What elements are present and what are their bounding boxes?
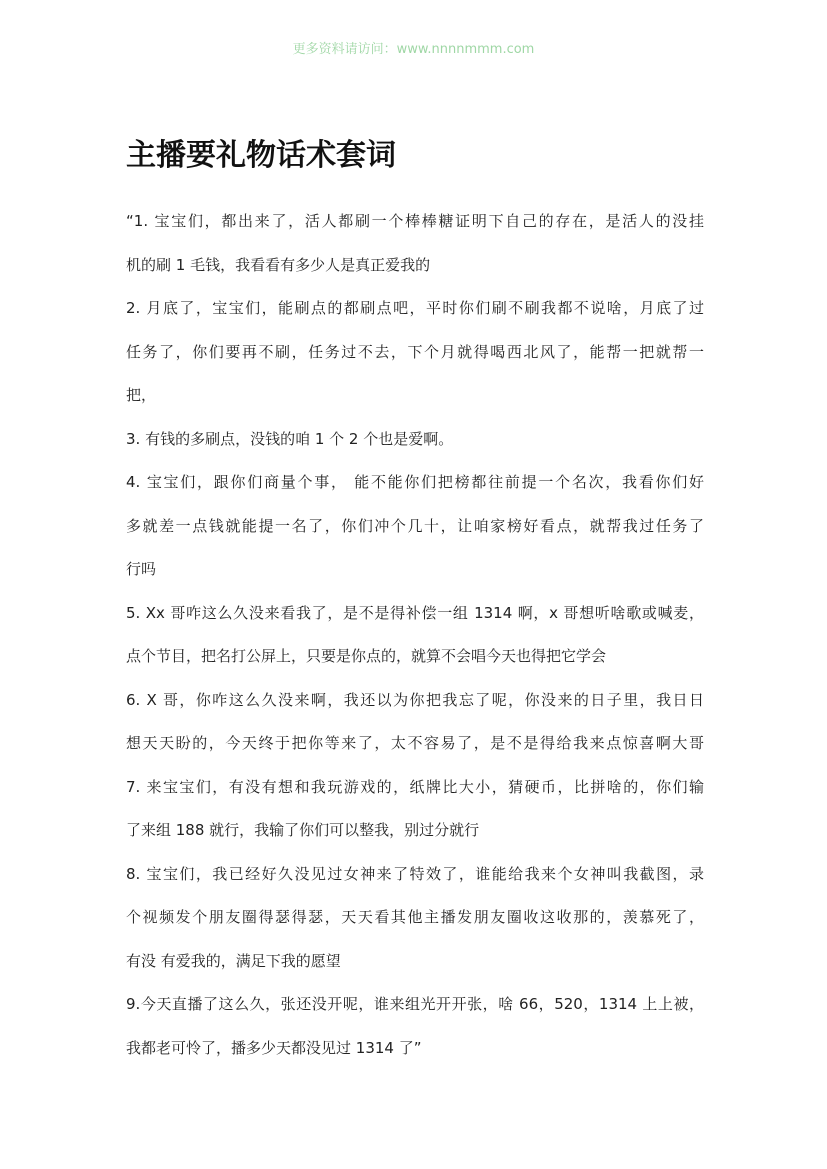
body-line: 行吗 xyxy=(126,560,157,578)
body-line: 了来组 188 就行，我输了你们可以整我，别过分就行 xyxy=(126,821,480,839)
body-line: 机的刷 1 毛钱，我看看有多少人是真正爱我的 xyxy=(126,255,431,274)
body-line: 2. 月底了，宝宝们，能刷点的都刷点吧，平时你们刷不刷我都不说啥，月底了过 xyxy=(126,299,704,317)
body-line: 6. X 哥，你咋这么久没来啊，我还以为你把我忘了呢，你没来的日子里，我日日 xyxy=(126,690,704,709)
body-line: 7. 来宝宝们，有没有想和我玩游戏的，纸牌比大小，猜硬币，比拼啥的，你们输 xyxy=(126,777,704,796)
body-line: 我都老可怜了，播多少天都没见过 1314 了” xyxy=(126,1038,422,1057)
body-line: “1. 宝宝们，都出来了，活人都刷一个棒棒糖证明下自己的存在，是活人的没挂 xyxy=(126,212,704,230)
body-line: 5. Xx 哥咋这么久没来看我了，是不是得补偿一组 1314 啊，x 哥想听啥歌或喊麦， xyxy=(126,603,704,622)
document-body xyxy=(126,200,704,1070)
body-line: 4. 宝宝们，跟你们商量个事， 能不能你们把榜都往前提一个名次，我看你们好 xyxy=(126,473,704,491)
body-line: 8. 宝宝们，我已经好久没见过女神来了特效了，谁能给我来个女神叫我截图，录 xyxy=(126,864,704,883)
body-line: 任务了，你们要再不刷，任务过不去，下个月就得喝西北风了，能帮一把就帮一 xyxy=(126,342,704,361)
document-title: 主播要礼物话术套词 xyxy=(126,138,396,173)
body-line: 9.今天直播了这么久，张还没开呢，谁来组光开开张，啥 66，520，1314 上上被， xyxy=(126,995,704,1013)
body-line: 想天天盼的，今天终于把你等来了，太不容易了，是不是得给我来点惊喜啊大哥 xyxy=(126,734,704,752)
body-line: 点个节目，把名打公屏上，只要是你点的，就算不会唱今天也得把它学会 xyxy=(126,647,607,665)
body-line: 把， xyxy=(126,386,157,404)
body-line: 个视频发个朋友圈得瑟得瑟，天天看其他主播发朋友圈收这收那的，羡慕死了， xyxy=(126,908,704,926)
body-line: 有没 有爱我的，满足下我的愿望 xyxy=(126,951,341,970)
body-line: 3. 有钱的多刷点，没钱的咱 1 个 2 个也是爱啊。 xyxy=(126,429,454,448)
header-website-link[interactable]: 更多资料请访问：www.nnnnmmm.com xyxy=(292,42,535,57)
body-line: 多就差一点钱就能提一名了，你们冲个几十，让咱家榜好看点，就帮我过任务了 xyxy=(126,516,704,535)
